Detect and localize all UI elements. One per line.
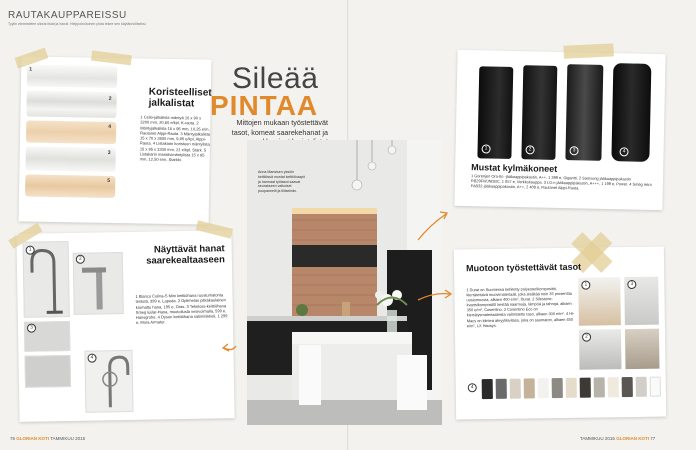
worktop-image-4 bbox=[625, 329, 660, 369]
worktop-swatch bbox=[538, 378, 549, 398]
worktop-swatch bbox=[636, 377, 647, 397]
folio-left-page: 76 bbox=[10, 436, 16, 441]
worktop-swatch bbox=[650, 377, 661, 397]
photo-caption: Anna Mansisen yksiön keittiössä mustat keittiökaapit ja harmaat työtasot saavat seurakseen valkoiset puupaneelit ja tiiliseinän. bbox=[258, 170, 305, 194]
article-title-line2: PINTAA bbox=[210, 90, 319, 121]
molding-marker: 3 bbox=[107, 149, 111, 156]
moldings-text: 1 Celio-jalkalista mäntyä 16 x 90 x 3200 mm, 20,60 e/kpl, K-rauta. 2 Mäntyjalkalista 16 x 95 mm, 10,25 e/m, Rautanet Alppi-Rauta. 3 Mäntyjalkalista 15 x 70 x 3600 mm, 9,95 e/kpl, Alppi-Rauta. 4 Listakarin koristeen mäntylista 15 x 95 x 3300 mm, 21 e/kpl, Stark. 5 Listakarin massiivimäntylista 15 x 95 mm, 12,50 e/m, Starkki. bbox=[139, 114, 210, 163]
faucets-text: 1 Blanco Culina-S Mini keittiöhana ruostumatonta terästä, 399 e, Lapeda. 2 Oplimetas pitkäkaulainen kromattu hana, 195 e, Oras. 3 Tekeloss-keittiöhana Smeg Eslar-Hana, muotoilusta vesivoimalla, 599 e, Hansgrohe. 4 Dyson keittiöhana satiininikkeli, 1 299 e, Mora Armatur. bbox=[135, 292, 228, 326]
fridge-marker: 3 bbox=[569, 146, 578, 155]
worktop-swatch bbox=[496, 379, 507, 399]
molding-marker: 1 bbox=[29, 66, 33, 73]
worktop-swatch bbox=[524, 378, 535, 398]
worktop-swatch bbox=[580, 378, 591, 398]
molding-marker: 2 bbox=[108, 95, 112, 102]
section-kicker: RAUTAKAUPPAREISSU bbox=[8, 10, 127, 21]
molding-marker: 5 bbox=[107, 177, 111, 184]
worktop-swatch bbox=[566, 378, 577, 398]
folio-right bbox=[580, 436, 655, 441]
folio-left bbox=[10, 436, 85, 441]
worktop-marker: 2 bbox=[582, 333, 591, 342]
fridges-title: Mustat kylmäkoneet bbox=[471, 162, 558, 174]
folio-left-issue: TAMMIKUU 2015 bbox=[50, 436, 86, 441]
folio-right-brand: GLORIAN KOTI bbox=[616, 436, 649, 441]
worktop-marker: 1 bbox=[581, 281, 590, 290]
fridge-marker: 2 bbox=[525, 145, 534, 154]
folio-right-issue: TAMMIKUU 2015 bbox=[580, 436, 615, 441]
moldings-title: Koristeelliset jalkalistat bbox=[148, 86, 212, 110]
faucets-title: Näyttävät hanat saarekealtaaseen bbox=[146, 243, 225, 267]
fridge-marker: 1 bbox=[481, 144, 490, 153]
worktops-card bbox=[454, 247, 666, 420]
worktop-swatch bbox=[482, 379, 493, 399]
worktop-swatch bbox=[510, 379, 521, 399]
worktop-marker: 3 bbox=[627, 280, 636, 289]
worktops-title: Muotoon työstettävät tasot bbox=[466, 261, 582, 274]
section-kicker-subtitle: Tyylin viimeistelee oikeat listat ja hanat. Helppohoitoinen pinta tekee sen käytännölliseksi. bbox=[8, 22, 147, 26]
fridges-card bbox=[454, 50, 665, 210]
worktop-swatch bbox=[594, 377, 605, 397]
arrow-icon bbox=[418, 294, 450, 300]
fridge-image-4 bbox=[611, 63, 651, 162]
fridges-text: 1 Gorenjen Ora-Ito -jääkaappipakastin, A++, 1 399 e, Gigantti. 2 Samsung jääkaappipakastin RB29FWJNDBC, 1 057 e, Verkkokauppa. 3 LG:n jääkaappipakastin, A+++, 1 199 e, Power. 4 Smeg retro FAB32-jääkaappipakastin, A++, 2 400 e, Rautanet Alppi-Rauta. bbox=[470, 173, 652, 191]
article-title-line1: Sileää bbox=[232, 62, 319, 95]
worktops-text: 1 Durat on Suomessa kehitetty polyesterikomposiitti, kierrätettävä muovimateriaali, joka sisältää noin 35 prosenttia uusiomuovia, alkaen 400 e/m², Durat. 2 Silestone-kvartsikomposiitti kestää naarmuja, lämpöä ja tahroja, alkaen 350 e/m², Cosentino. 3 Cosentino Eco on kierrätysmateriaaleista valmistettu taso, alkaen 300 e/m². 4 Hi-Macs on kiinteä akryylikivitaso, joka on saumaton, alkaen 450 e/m², LX Hausys. bbox=[466, 286, 575, 328]
tape-strip bbox=[563, 43, 614, 58]
worktop-swatch bbox=[608, 377, 619, 397]
arrow-head-icon bbox=[223, 344, 229, 351]
faucet-marker: 3 bbox=[27, 324, 36, 333]
worktop-swatch bbox=[622, 377, 633, 397]
faucet-marker: 4 bbox=[87, 354, 96, 363]
folio-left-brand: GLORIAN KOTI bbox=[16, 436, 50, 441]
faucet-marker: 1 bbox=[26, 246, 35, 255]
article-lead: Mittojen mukaan työstettävät tasot, komeat saarekehanat ja bbox=[231, 118, 328, 137]
folio-right-page: 77 bbox=[650, 436, 656, 441]
faucet-marker: 2 bbox=[76, 255, 85, 264]
molding-marker: 4 bbox=[108, 123, 112, 130]
fridge-marker: 4 bbox=[619, 147, 628, 156]
worktop-marker: 4 bbox=[468, 383, 477, 392]
arrow-icon bbox=[418, 214, 446, 240]
worktop-swatch bbox=[552, 378, 563, 398]
